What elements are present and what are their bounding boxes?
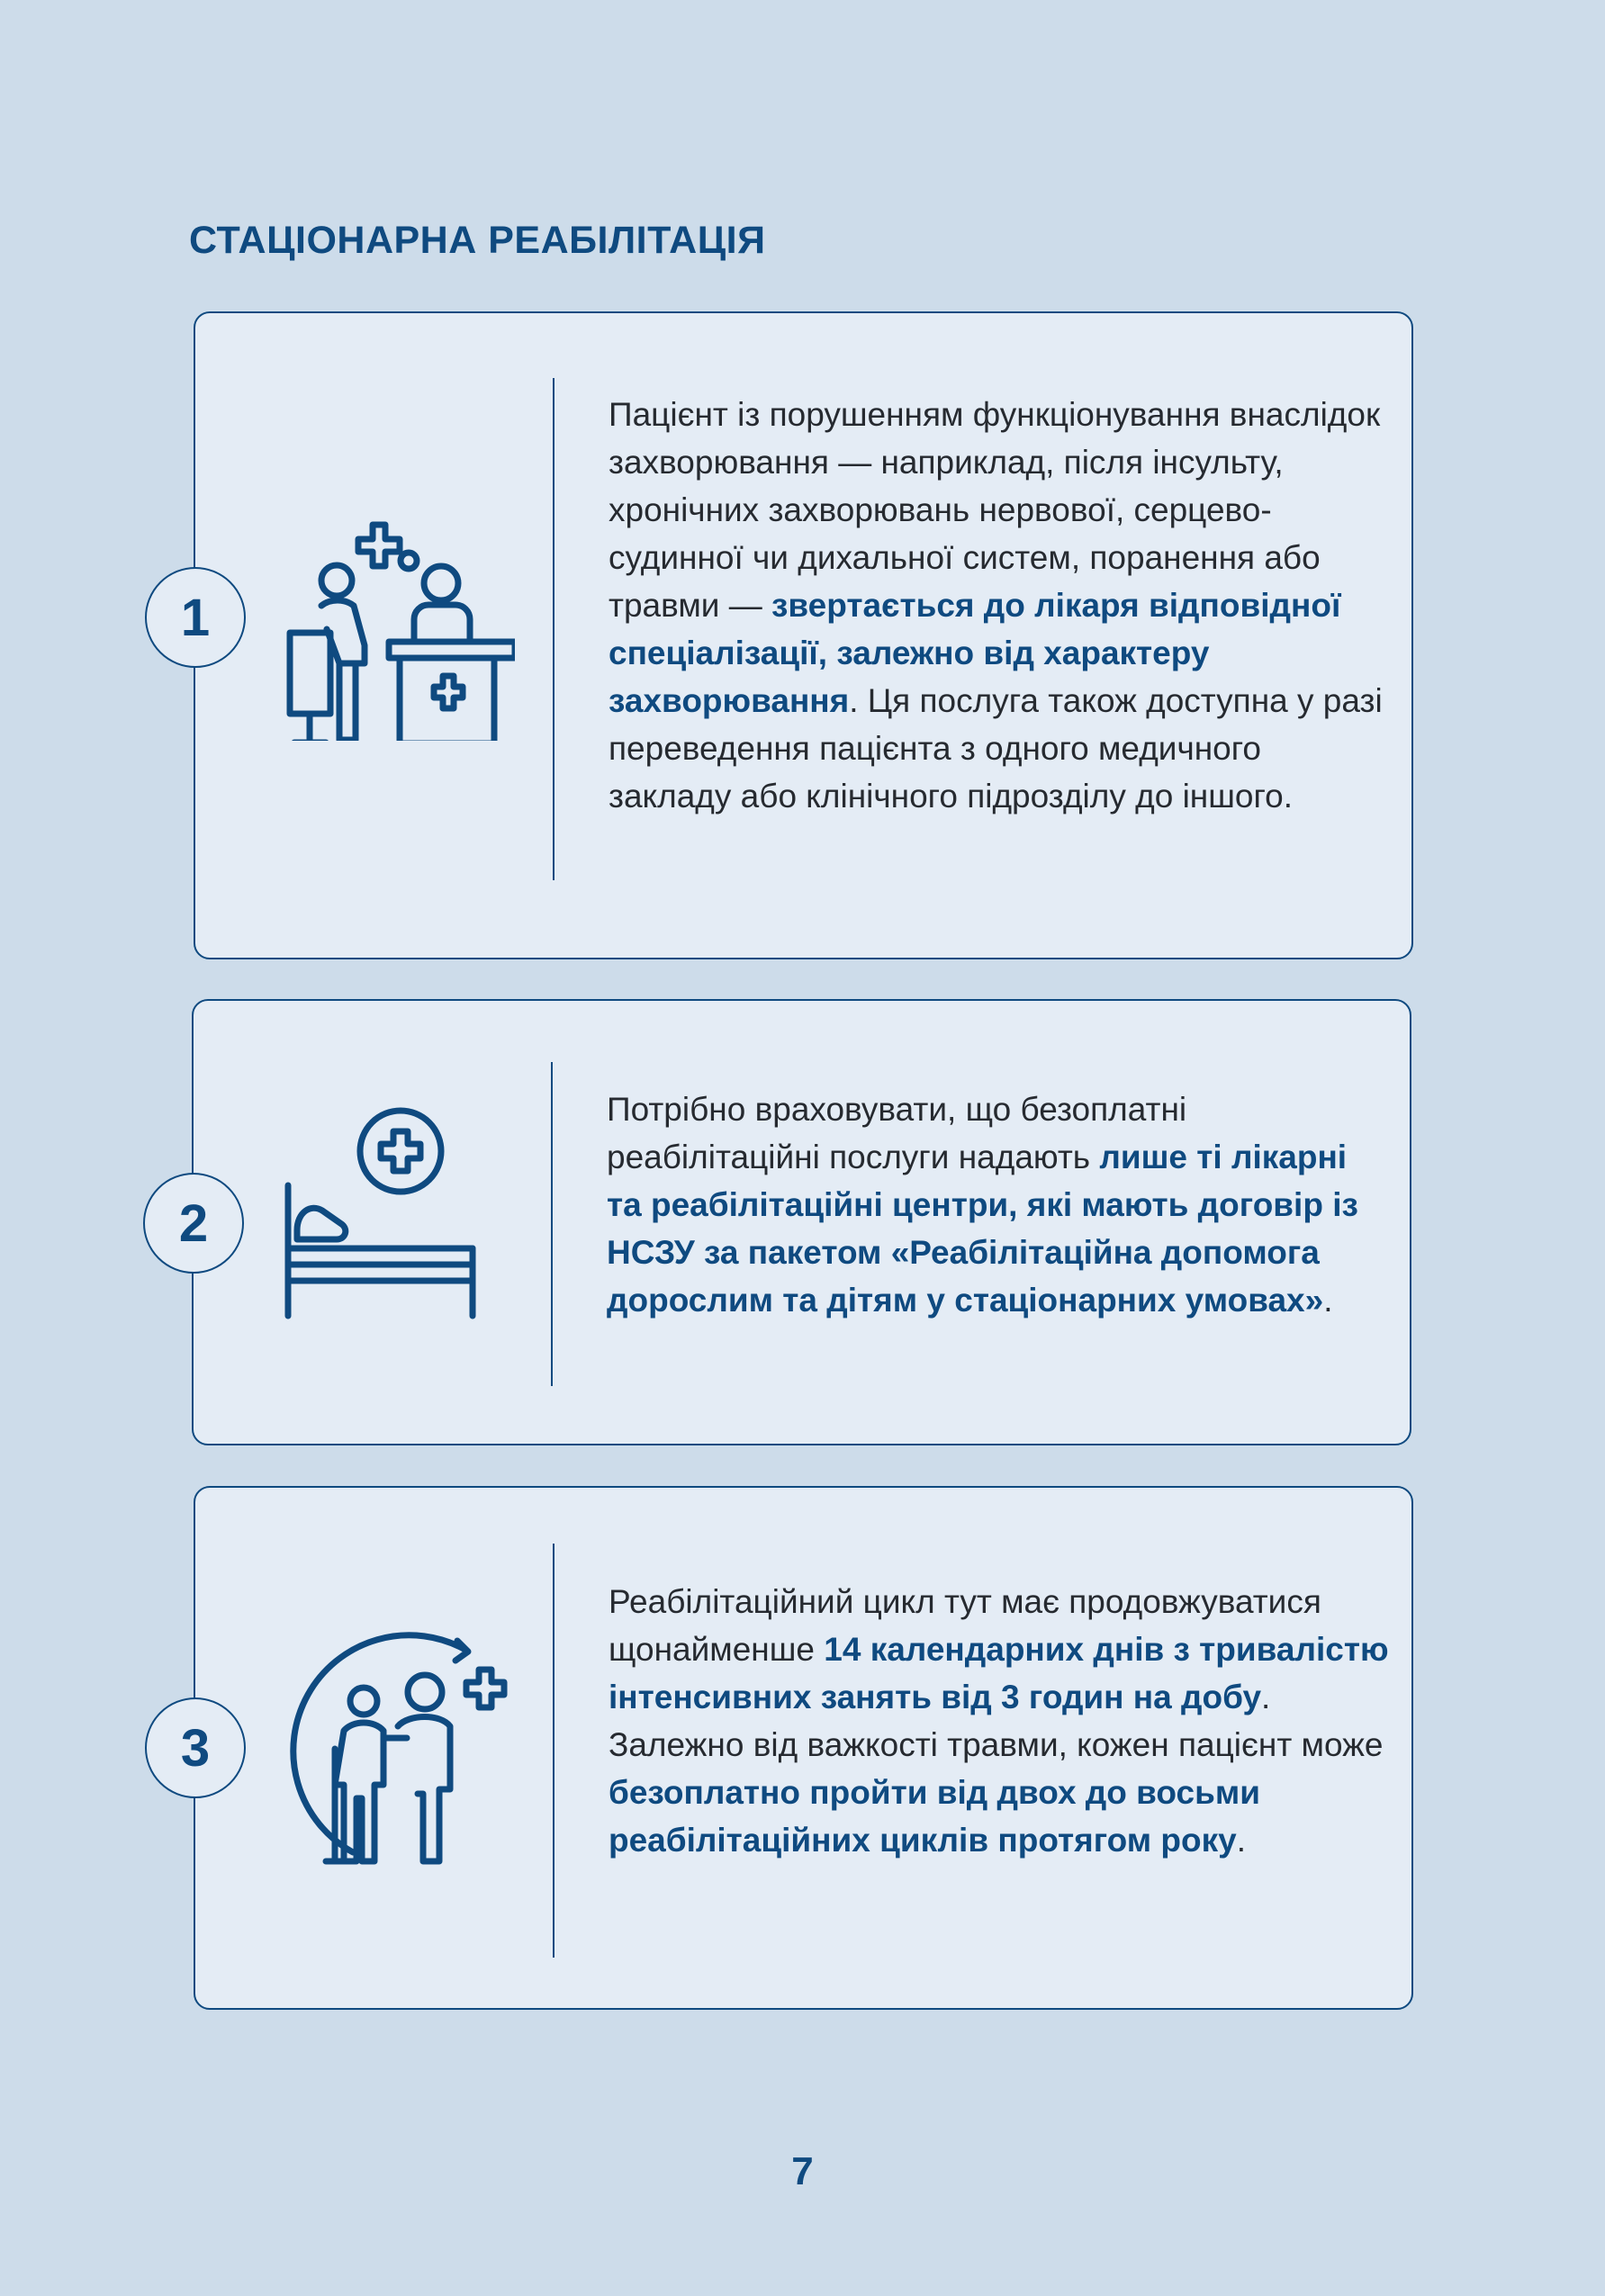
assisted-walking-icon	[281, 1632, 515, 1866]
card-text-segment: .	[1323, 1282, 1333, 1319]
card-divider	[553, 1544, 555, 1958]
card-text-highlight: безоплатно пройти від двох до восьми реабілітаційних циклів протягом року	[609, 1774, 1260, 1859]
card-text-segment: Пацієнт із порушенням функціонування внаслідок захворювання — наприклад, після інсульту, хронічних захворювань нервової, серцево-судинної чи дихальної систем, поранення або травми —	[609, 396, 1381, 624]
card-divider	[551, 1062, 553, 1386]
card-text-highlight: лише ті лікарні та реабілітаційні центри, які мають договір із НСЗУ за пакетом «Реабілітаційна допомога дорослим та дітям у стаціонарних умовах»	[607, 1139, 1358, 1319]
card-text	[607, 1085, 1390, 1324]
hospital-bed-icon	[279, 1104, 513, 1338]
card-text	[609, 1578, 1392, 1864]
step-number-badge: 3	[145, 1697, 246, 1798]
step-number-badge: 2	[143, 1173, 244, 1274]
info-card-3	[180, 1486, 1413, 2010]
card-text-segment: Реабілітаційний цикл тут має продовжуватися щонайменше	[609, 1583, 1321, 1668]
card-text-segment: Потрібно враховувати, що безоплатні реабілітаційні послуги надають	[607, 1091, 1187, 1175]
page-title: СТАЦІОНАРНА РЕАБІЛІТАЦІЯ	[189, 219, 766, 262]
card-divider	[553, 378, 555, 880]
card-text-highlight: 14 календарних днів з тривалістю інтенсивних занять від 3 годин на добу	[609, 1631, 1389, 1715]
card-text-segment: . Залежно від важкості травми, кожен пацієнт може	[609, 1679, 1384, 1763]
step-number-badge: 1	[145, 567, 246, 668]
info-card-1	[180, 311, 1413, 959]
doctor-consultation-icon	[281, 507, 515, 741]
card-text-segment: . Ця послуга також доступна у разі переведення пацієнта з одного медичного закладу або клінічного підрозділу до іншого.	[609, 682, 1383, 815]
card-text	[609, 391, 1392, 820]
card-text-segment: .	[1236, 1822, 1246, 1859]
page-number: 7	[791, 2149, 814, 2193]
info-card-2	[178, 999, 1411, 1445]
card-text-highlight: звертається до лікаря відповідної спеціалізації, залежно від характеру захворювання	[609, 587, 1341, 719]
